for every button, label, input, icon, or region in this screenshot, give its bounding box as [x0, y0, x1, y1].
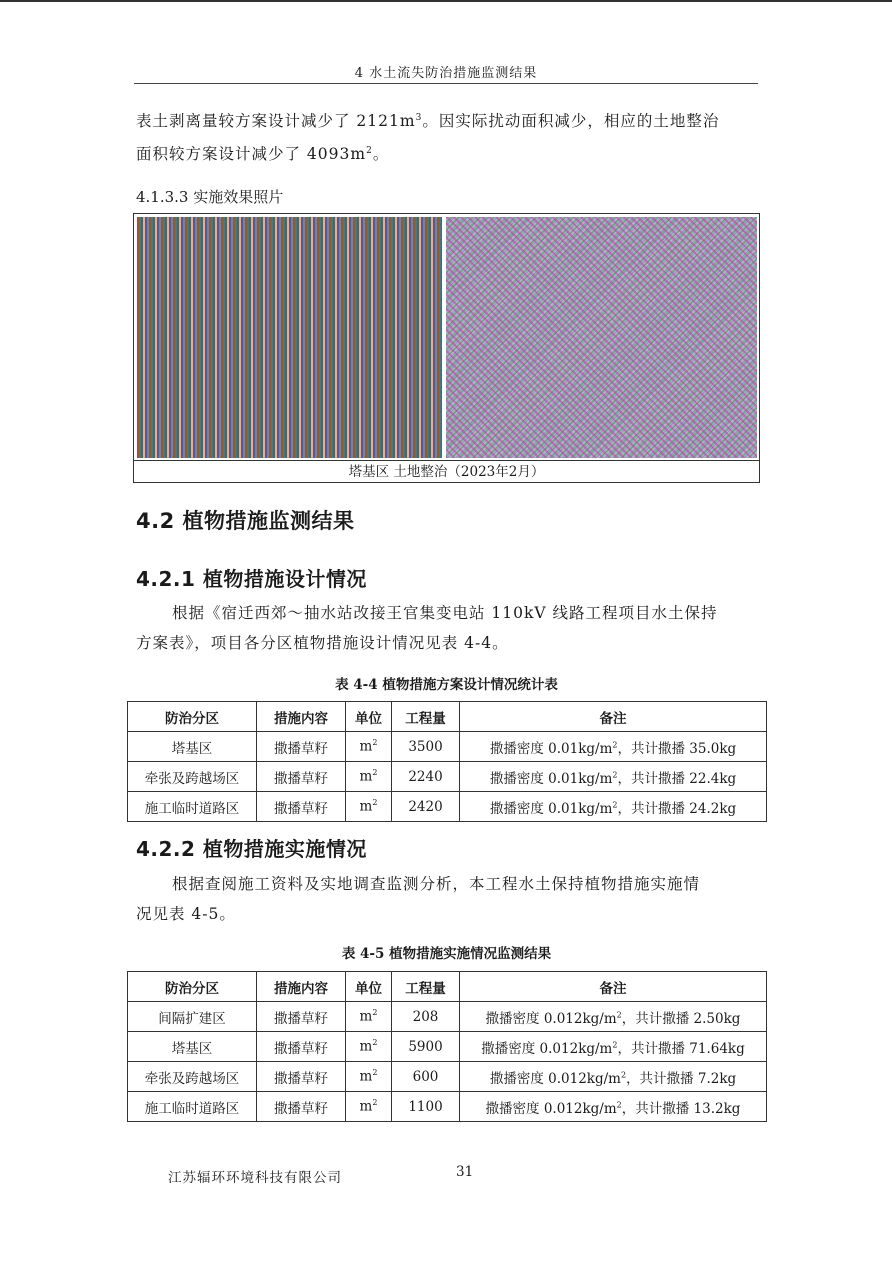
superscript: 2	[616, 1100, 622, 1109]
note-cell	[460, 1092, 767, 1122]
table-header-row	[128, 702, 767, 732]
zone-cell: 施工临时道路区	[128, 1092, 257, 1122]
superscript: 2	[616, 1010, 622, 1019]
intro-line-1	[136, 103, 758, 136]
zone-cell: 牵张及跨越场区	[128, 762, 257, 792]
note-cell	[460, 792, 767, 822]
table-header-row	[128, 972, 767, 1002]
note-cell	[460, 762, 767, 792]
superscript: 2	[372, 738, 378, 748]
unit-text: m	[359, 738, 373, 755]
section-4-2-2-paragraph	[136, 869, 758, 929]
intro-text: 面积较方案设计减少了 4093m	[136, 145, 367, 164]
measure-cell: 撒播草籽	[257, 1002, 346, 1032]
amount-cell: 2420	[392, 792, 460, 822]
page-number: 31	[456, 1164, 474, 1180]
zone-cell: 施工临时道路区	[128, 792, 257, 822]
note-text: ，共计撒播 35.0kg	[617, 740, 737, 757]
measure-cell: 撒播草籽	[257, 792, 346, 822]
unit-cell	[346, 792, 392, 822]
para-text: 根据《宿迁西郊～抽水站改接王官集变电站 110kV 线路工程项目水土保持	[172, 604, 718, 622]
note-cell	[460, 1062, 767, 1092]
zone-cell: 间隔扩建区	[128, 1002, 257, 1032]
note-text: ，共计撒播 13.2kg	[621, 1100, 741, 1117]
photo-figure	[133, 213, 760, 483]
section-heading-4-2-2: 4.2.2 植物措施实施情况	[136, 837, 367, 861]
photo-caption: 塔基区 土地整治（2023年2月）	[348, 464, 545, 480]
footer-company: 江苏辐环环境科技有限公司	[168, 1170, 342, 1186]
para-line	[136, 869, 758, 899]
measure-cell: 撒播草籽	[257, 762, 346, 792]
superscript: 2	[372, 1038, 378, 1048]
note-text: 撒播密度 0.01kg/m	[489, 770, 613, 787]
photo-section-heading: 4.1.3.3 实施效果照片	[136, 188, 284, 206]
amount-cell: 5900	[392, 1032, 460, 1062]
intro-text: 表土剥离量较方案设计减少了 2121m	[136, 112, 416, 131]
para-text: 方案表》，项目各分区植物措施设计情况见表 4-4。	[136, 634, 509, 652]
amount-cell: 600	[392, 1062, 460, 1092]
column-header: 工程量	[392, 972, 460, 1002]
unit-cell	[346, 1032, 392, 1062]
note-text: ，共计撒播 7.2kg	[626, 1070, 737, 1087]
table-4-4	[127, 701, 767, 822]
unit-cell	[346, 1002, 392, 1032]
section-heading-4-2: 4.2 植物措施监测结果	[136, 509, 355, 533]
table-4-4-caption: 表 4-4 植物措施方案设计情况统计表	[335, 677, 558, 693]
superscript: 2	[372, 768, 378, 778]
column-header: 单位	[346, 972, 392, 1002]
unit-text: m	[359, 798, 373, 815]
unit-text: m	[359, 1068, 373, 1085]
note-text: 撒播密度 0.012kg/m	[485, 1010, 617, 1027]
measure-cell: 撒播草籽	[257, 1062, 346, 1092]
superscript: 2	[612, 740, 618, 749]
amount-cell: 208	[392, 1002, 460, 1032]
superscript: 2	[372, 1098, 378, 1108]
table-row	[128, 762, 767, 792]
superscript: 2	[612, 800, 618, 809]
header-rule	[134, 83, 758, 84]
amount-cell: 1100	[392, 1092, 460, 1122]
superscript: 2	[372, 1068, 378, 1078]
site-photo-left	[137, 217, 442, 458]
note-text: 撒播密度 0.01kg/m	[489, 800, 613, 817]
measure-cell: 撒播草籽	[257, 1092, 346, 1122]
note-text: ，共计撒播 71.64kg	[617, 1040, 745, 1057]
unit-text: m	[359, 1098, 373, 1115]
zone-cell: 塔基区	[128, 1032, 257, 1062]
superscript: 2	[612, 1040, 618, 1049]
unit-text: m	[359, 1038, 373, 1055]
intro-paragraph	[136, 103, 758, 169]
note-text: 撒播密度 0.012kg/m	[489, 1070, 621, 1087]
superscript: 2	[366, 146, 373, 157]
note-text: 撒播密度 0.01kg/m	[489, 740, 613, 757]
note-text: ，共计撒播 24.2kg	[617, 800, 737, 817]
table-row	[128, 1002, 767, 1032]
unit-cell	[346, 1092, 392, 1122]
unit-cell	[346, 762, 392, 792]
table-4-5-caption: 表 4-5 植物措施实施情况监测结果	[341, 946, 552, 962]
para-line	[136, 598, 758, 628]
amount-cell: 2240	[392, 762, 460, 792]
note-cell	[460, 732, 767, 762]
table-row	[128, 1092, 767, 1122]
superscript: 2	[620, 1070, 627, 1079]
para-text: 根据查阅施工资料及实地调查监测分析，本工程水土保持植物措施实施情	[172, 875, 701, 893]
column-header: 措施内容	[257, 972, 346, 1002]
intro-line-2	[136, 136, 758, 169]
superscript: 2	[612, 770, 618, 779]
para-line	[136, 899, 758, 929]
table-4-5	[127, 971, 767, 1122]
para-line	[136, 628, 758, 658]
intro-text: 。因实际扰动面积减少，相应的土地整治	[422, 112, 720, 131]
zone-cell: 牵张及跨越场区	[128, 1062, 257, 1092]
intro-text: 。	[372, 145, 390, 164]
note-text: 撒播密度 0.012kg/m	[481, 1040, 613, 1057]
table-row	[128, 732, 767, 762]
running-header: 4 水土流失防治措施监测结果	[354, 66, 538, 81]
zone-cell: 塔基区	[128, 732, 257, 762]
site-photo-right	[446, 217, 757, 458]
column-header: 措施内容	[257, 702, 346, 732]
section-heading-4-2-1: 4.2.1 植物措施设计情况	[136, 567, 367, 591]
note-text: ，共计撒播 22.4kg	[617, 770, 737, 787]
note-cell	[460, 1032, 767, 1062]
table-row	[128, 792, 767, 822]
para-text: 况见表 4-5。	[136, 905, 236, 923]
superscript: 3	[415, 113, 423, 123]
unit-cell	[346, 732, 392, 762]
column-header: 防治分区	[128, 972, 257, 1002]
column-header: 单位	[346, 702, 392, 732]
unit-text: m	[359, 768, 373, 785]
unit-cell	[346, 1062, 392, 1092]
column-header: 备注	[460, 702, 767, 732]
note-text: ，共计撒播 2.50kg	[621, 1010, 741, 1027]
column-header: 备注	[460, 972, 767, 1002]
page-top-border	[0, 0, 892, 2]
unit-text: m	[359, 1008, 373, 1025]
note-text: 撒播密度 0.012kg/m	[485, 1100, 617, 1117]
amount-cell: 3500	[392, 732, 460, 762]
table-row	[128, 1032, 767, 1062]
column-header: 工程量	[392, 702, 460, 732]
measure-cell: 撒播草籽	[257, 1032, 346, 1062]
superscript: 2	[372, 1008, 378, 1018]
note-cell	[460, 1002, 767, 1032]
section-4-2-1-paragraph	[136, 598, 758, 658]
measure-cell: 撒播草籽	[257, 732, 346, 762]
table-row	[128, 1062, 767, 1092]
superscript: 2	[372, 798, 378, 808]
column-header: 防治分区	[128, 702, 257, 732]
